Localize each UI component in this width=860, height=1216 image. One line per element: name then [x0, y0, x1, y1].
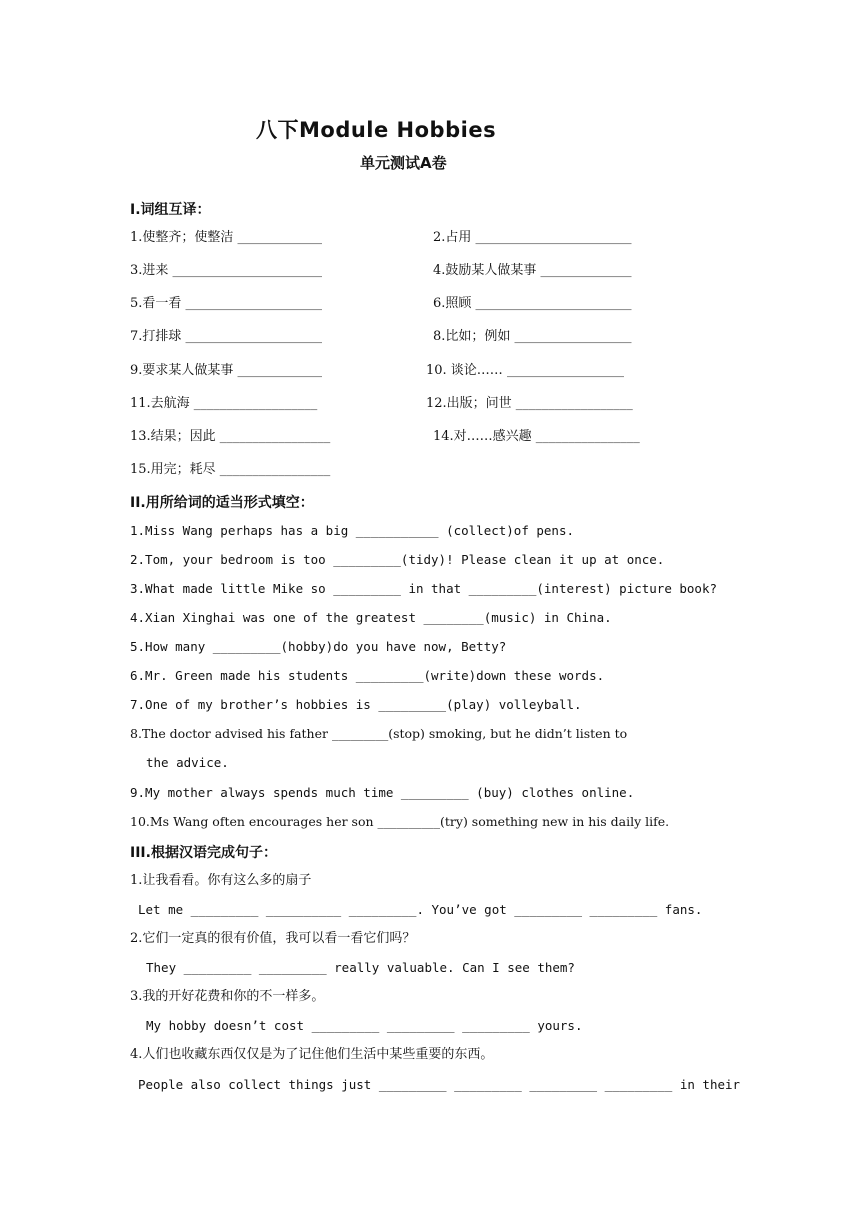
phrase-item: 1.使整齐；使整洁 _____________: [130, 230, 323, 245]
fill-blank-item: 7.One of my brother’s hobbies is _________(play) volleyball.: [130, 697, 582, 712]
translation-answer-line: My hobby doesn’t cost _________ _________ _________ yours.: [146, 1018, 583, 1033]
section-3-heading: III.根据汉语完成句子：: [130, 845, 277, 861]
phrase-item: 3.进来 _______________________: [130, 263, 323, 278]
fill-blank-item: 5.How many _________(hobby)do you have now, Betty?: [130, 639, 507, 654]
translation-prompt: 1.让我看看。你有这么多的扇子: [130, 873, 312, 888]
phrase-item: 15.用完；耗尽 _________________: [130, 462, 331, 477]
translation-answer-line: Let me _________ __________ _________. You’ve got _________ _________ fans.: [138, 902, 703, 917]
phrase-item: 12.出版；问世 __________________: [426, 396, 633, 411]
phrase-item: 9.要求某人做某事 _____________: [130, 363, 323, 378]
translation-answer-line: People also collect things just _________ _________ _________ _________ in their: [138, 1077, 741, 1092]
fill-blank-item: 8.The doctor advised his father _________(stop) smoking, but he didn’t listen to: [130, 726, 628, 741]
fill-blank-item: 4.Xian Xinghai was one of the greatest ________(music) in China.: [130, 610, 612, 625]
translation-prompt: 2.它们一定真的很有价值，我可以看一看它们吗？: [130, 931, 416, 946]
section-1-heading: I.词组互译：: [130, 202, 211, 218]
section-2-heading: II.用所给词的适当形式填空：: [130, 495, 314, 511]
translation-answer-line: They _________ _________ really valuable. Can I see them?: [146, 960, 575, 975]
phrase-item: 13.结果；因此 _________________: [130, 429, 331, 444]
phrase-item: 5.看一看 _____________________: [130, 296, 323, 311]
translation-prompt: 3.我的开好花费和你的不一样多。: [130, 989, 325, 1004]
phrase-item: 2.占用 ________________________: [433, 230, 632, 245]
fill-blank-item: 10.Ms Wang often encourages her son __________(try) something new in his daily life.: [130, 814, 670, 829]
phrase-item: 7.打排球 _____________________: [130, 329, 323, 344]
phrase-item: 6.照顾 ________________________: [433, 296, 632, 311]
fill-blank-item-continued: the advice.: [146, 755, 229, 770]
fill-blank-item: 3.What made little Mike so _________ in that _________(interest) picture book?: [130, 581, 717, 596]
page-title: 八下Module Hobbies: [256, 118, 497, 142]
fill-blank-item: 2.Tom, your bedroom is too _________(tidy)! Please clean it up at once.: [130, 552, 665, 567]
fill-blank-item: 1.Miss Wang perhaps has a big ___________ (collect)of pens.: [130, 523, 575, 538]
fill-blank-item: 9.My mother always spends much time _________ (buy) clothes online.: [130, 785, 635, 800]
phrase-item: 10. 谈论…… __________________: [426, 363, 624, 378]
translation-prompt: 4.人们也收藏东西仅仅是为了记住他们生活中某些重要的东西。: [130, 1047, 494, 1062]
phrase-item: 11.去航海 ___________________: [130, 396, 318, 411]
phrase-item: 14.对……感兴趣 ________________: [433, 429, 640, 444]
page-subtitle: 单元测试A卷: [360, 154, 447, 172]
phrase-item: 8.比如；例如 __________________: [433, 329, 632, 344]
fill-blank-item: 6.Mr. Green made his students _________(write)down these words.: [130, 668, 605, 683]
phrase-item: 4.鼓励某人做某事 ______________: [433, 263, 632, 278]
